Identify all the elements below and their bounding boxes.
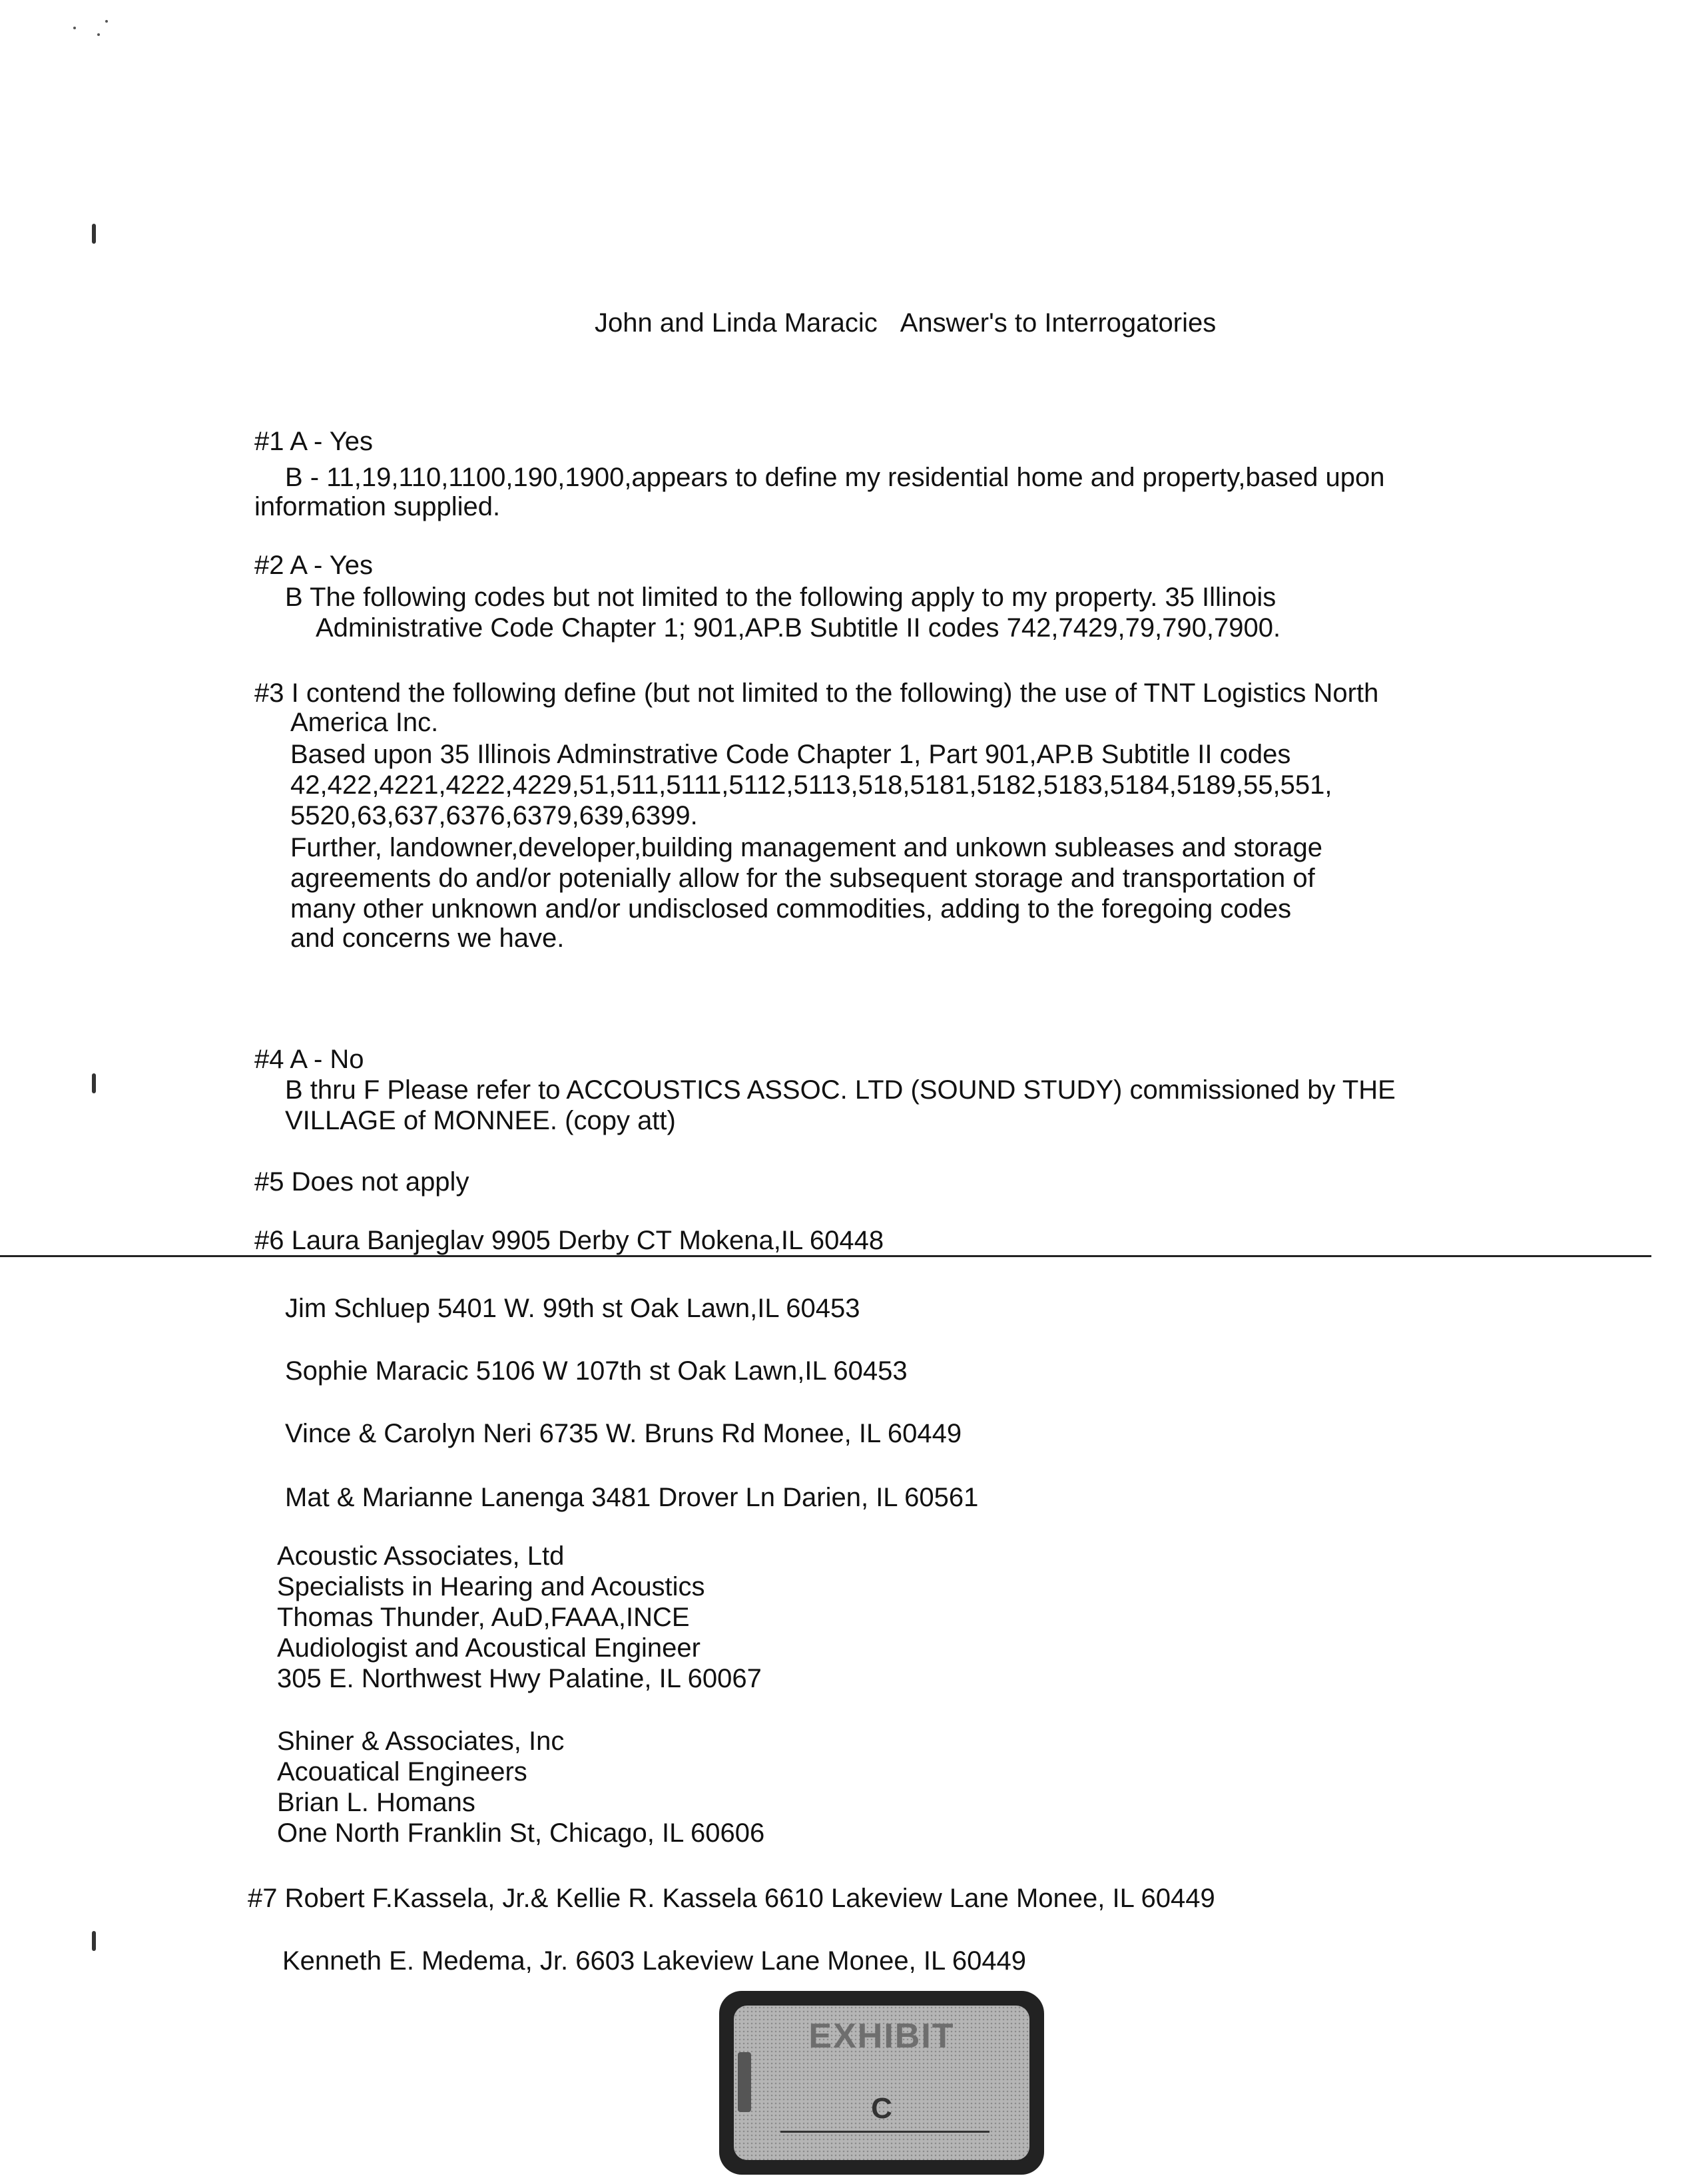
answer-2-line-1: #2 A - Yes <box>254 551 373 580</box>
answer-3-line-7: agreements do and/or potenially allow for the subsequent storage and transportation of <box>290 864 1315 893</box>
answer-3-line-3: Based upon 35 Illinois Adminstrative Code Chapter 1, Part 901,AP.B Subtitle II codes <box>290 740 1291 769</box>
answer-2-line-3: Administrative Code Chapter 1; 901,AP.B Subtitle II codes 742,7429,79,790,7900. <box>316 613 1281 643</box>
shiner-associates-line: One North Franklin St, Chicago, IL 60606 <box>277 1818 765 1848</box>
exhibit-stamp-underline <box>780 2131 989 2133</box>
exhibit-stamp-title: EXHIBIT <box>808 2017 955 2055</box>
answer-4-line-1: #4 A - No <box>254 1045 364 1074</box>
answer-4-line-2: B thru F Please refer to ACCOUSTICS ASSOC. LTD (SOUND STUDY) commissioned by THE <box>285 1075 1396 1105</box>
answer-2-line-2: B The following codes but not limited to the following apply to my property. 35 Illinois <box>285 583 1276 612</box>
horizontal-rule <box>0 1255 1651 1257</box>
answer-7-line-1: #7 Robert F.Kassela, Jr.& Kellie R. Kassela 6610 Lakeview Lane Monee, IL 60449 <box>248 1884 1215 1913</box>
shiner-associates-line: Shiner & Associates, Inc <box>277 1727 565 1756</box>
answer-1-line-3: information supplied. <box>254 492 501 521</box>
answer-3-line-1: #3 I contend the following define (but not limited to the following) the use of TNT Logistics North <box>254 679 1379 708</box>
answer-1-line-2: B - 11,19,110,1100,190,1900,appears to define my residential home and property,based upon <box>285 463 1385 492</box>
answer-3-line-6: Further, landowner,developer,building management and unkown subleases and storage <box>290 833 1322 862</box>
answer-7-line-2: Kenneth E. Medema, Jr. 6603 Lakeview Lane Monee, IL 60449 <box>282 1946 1027 1976</box>
shiner-associates-line: Acouatical Engineers <box>277 1757 527 1786</box>
answer-3-line-2: America Inc. <box>290 708 439 737</box>
answer-6-witness-3: Vince & Carolyn Neri 6735 W. Bruns Rd Monee, IL 60449 <box>285 1419 962 1448</box>
answer-4-line-3: VILLAGE of MONNEE. (copy att) <box>285 1106 676 1135</box>
answer-6-witness-2: Sophie Maracic 5106 W 107th st Oak Lawn,IL 60453 <box>285 1356 908 1386</box>
binder-hole-mark <box>92 1073 96 1093</box>
scan-speck <box>97 33 100 36</box>
answer-3-line-5: 5520,63,637,6376,6379,639,6399. <box>290 801 698 830</box>
answer-1-line-1: #1 A - Yes <box>254 427 373 456</box>
answer-6-line-1: #6 Laura Banjeglav 9905 Derby CT Mokena,IL 60448 <box>254 1226 884 1255</box>
answer-3-line-4: 42,422,4221,4222,4229,51,511,5111,5112,5113,518,5181,5182,5183,5184,5189,55,551, <box>290 770 1332 800</box>
answer-6-witness-4: Mat & Marianne Lanenga 3481 Drover Ln Darien, IL 60561 <box>285 1483 979 1512</box>
scan-speck <box>73 27 76 29</box>
exhibit-stamp <box>719 1991 1044 2175</box>
scan-speck <box>105 20 108 23</box>
acoustic-associates-line: Thomas Thunder, AuD,FAAA,INCE <box>277 1603 690 1632</box>
acoustic-associates-line: Specialists in Hearing and Acoustics <box>277 1572 705 1601</box>
exhibit-stamp-letter: C <box>871 2092 892 2125</box>
acoustic-associates-line: 305 E. Northwest Hwy Palatine, IL 60067 <box>277 1664 762 1693</box>
exhibit-stamp-field <box>734 2006 1029 2160</box>
answer-3-line-9: and concerns we have. <box>290 924 565 953</box>
binder-hole-mark <box>92 1931 96 1951</box>
acoustic-associates-line: Audiologist and Acoustical Engineer <box>277 1633 701 1663</box>
answer-3-line-8: many other unknown and/or undisclosed commodities, adding to the foregoing codes <box>290 894 1292 924</box>
answer-5-line-1: #5 Does not apply <box>254 1167 469 1197</box>
header-title: Answer's to Interrogatories <box>900 308 1217 338</box>
shiner-associates-line: Brian L. Homans <box>277 1788 475 1817</box>
header-names: John and Linda Maracic <box>595 308 878 338</box>
binder-hole-mark <box>92 224 96 244</box>
document-header <box>595 308 1216 338</box>
answer-6-witness-1: Jim Schluep 5401 W. 99th st Oak Lawn,IL 60453 <box>285 1294 860 1323</box>
acoustic-associates-line: Acoustic Associates, Ltd <box>277 1541 565 1571</box>
